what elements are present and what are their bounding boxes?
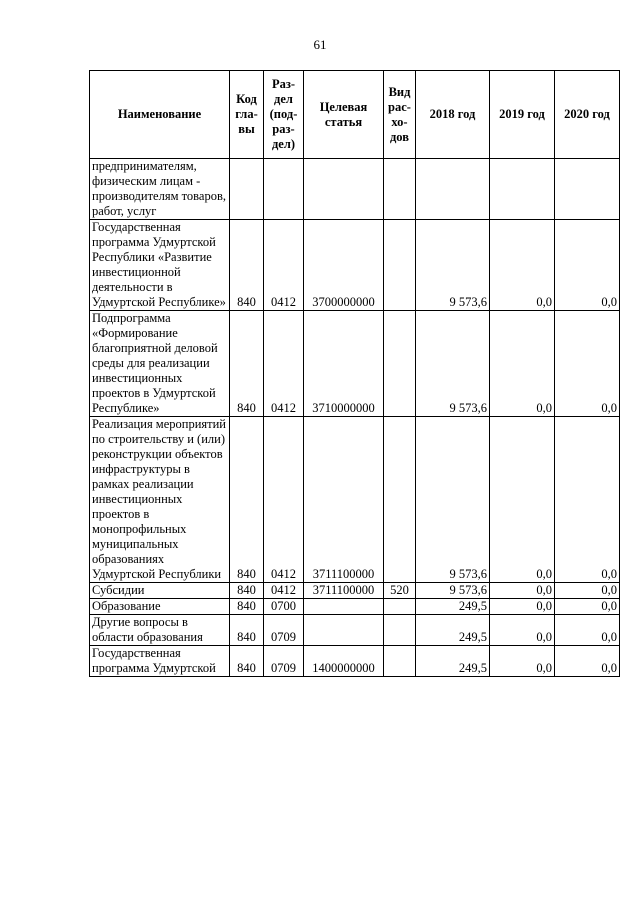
cell-2020 [555, 159, 620, 220]
cell-type [384, 220, 416, 311]
cell-2019: 0,0 [490, 220, 555, 311]
cell-code: 840 [230, 417, 264, 583]
cell-type [384, 417, 416, 583]
cell-2020: 0,0 [555, 311, 620, 417]
header-type: Вид рас- хо- дов [384, 71, 416, 159]
cell-name: предпринимателям, физическим лицам - производителям товаров, работ, услуг [90, 159, 230, 220]
cell-type: 520 [384, 583, 416, 599]
cell-2018: 9 573,6 [416, 311, 490, 417]
cell-target: 3711100000 [304, 583, 384, 599]
cell-section: 0709 [264, 646, 304, 677]
cell-section: 0412 [264, 583, 304, 599]
cell-name: Государственная программа Удмуртской [90, 646, 230, 677]
header-target: Целевая статья [304, 71, 384, 159]
cell-2019: 0,0 [490, 417, 555, 583]
cell-code: 840 [230, 220, 264, 311]
header-row [90, 71, 620, 159]
cell-code [230, 159, 264, 220]
table-row [90, 646, 620, 677]
cell-code: 840 [230, 615, 264, 646]
cell-target: 3711100000 [304, 417, 384, 583]
cell-code: 840 [230, 646, 264, 677]
cell-2019: 0,0 [490, 311, 555, 417]
cell-type [384, 599, 416, 615]
cell-2019: 0,0 [490, 646, 555, 677]
cell-type [384, 311, 416, 417]
cell-section: 0412 [264, 311, 304, 417]
cell-2019: 0,0 [490, 583, 555, 599]
header-code: Код гла- вы [230, 71, 264, 159]
cell-code: 840 [230, 583, 264, 599]
cell-name: Другие вопросы в области образования [90, 615, 230, 646]
cell-2020: 0,0 [555, 583, 620, 599]
cell-2018: 249,5 [416, 599, 490, 615]
cell-type [384, 159, 416, 220]
cell-name: Реализация мероприятий по строительству и (или) реконструкции объектов инфраструктуры в рамках реализации инвестиционных проектов в монопрофильных муниципальных образованиях Удмуртской Республики [90, 417, 230, 583]
table-row [90, 159, 620, 220]
cell-2018: 249,5 [416, 615, 490, 646]
cell-target: 3710000000 [304, 311, 384, 417]
cell-2020: 0,0 [555, 599, 620, 615]
cell-section: 0412 [264, 417, 304, 583]
header-2018: 2018 год [416, 71, 490, 159]
cell-2018: 9 573,6 [416, 583, 490, 599]
cell-2019 [490, 159, 555, 220]
cell-2018 [416, 159, 490, 220]
cell-target [304, 599, 384, 615]
header-name: Наименование [90, 71, 230, 159]
cell-section: 0700 [264, 599, 304, 615]
cell-type [384, 615, 416, 646]
table-row [90, 599, 620, 615]
cell-2020: 0,0 [555, 615, 620, 646]
table-row [90, 311, 620, 417]
cell-name: Образование [90, 599, 230, 615]
cell-section: 0412 [264, 220, 304, 311]
cell-type [384, 646, 416, 677]
header-2019: 2019 год [490, 71, 555, 159]
table-row [90, 615, 620, 646]
table-row [90, 417, 620, 583]
cell-target [304, 159, 384, 220]
table-row [90, 220, 620, 311]
header-2020: 2020 год [555, 71, 620, 159]
cell-2020: 0,0 [555, 417, 620, 583]
cell-name: Субсидии [90, 583, 230, 599]
cell-code: 840 [230, 311, 264, 417]
cell-section: 0709 [264, 615, 304, 646]
table-row [90, 583, 620, 599]
cell-section [264, 159, 304, 220]
cell-code: 840 [230, 599, 264, 615]
header-section: Раз- дел (под- раз- дел) [264, 71, 304, 159]
cell-target [304, 615, 384, 646]
cell-name: Государственная программа Удмуртской Республики «Развитие инвестиционной деятельности в Удмуртской Республике» [90, 220, 230, 311]
cell-2018: 249,5 [416, 646, 490, 677]
cell-name: Подпрограмма «Формирование благоприятной деловой среды для реализации инвестиционных проектов в Удмуртской Республике» [90, 311, 230, 417]
cell-2019: 0,0 [490, 599, 555, 615]
cell-target: 3700000000 [304, 220, 384, 311]
cell-2020: 0,0 [555, 646, 620, 677]
cell-2018: 9 573,6 [416, 417, 490, 583]
budget-table [89, 70, 620, 677]
page-number: 61 [313, 37, 327, 52]
cell-target: 1400000000 [304, 646, 384, 677]
cell-2018: 9 573,6 [416, 220, 490, 311]
cell-2019: 0,0 [490, 615, 555, 646]
cell-2020: 0,0 [555, 220, 620, 311]
